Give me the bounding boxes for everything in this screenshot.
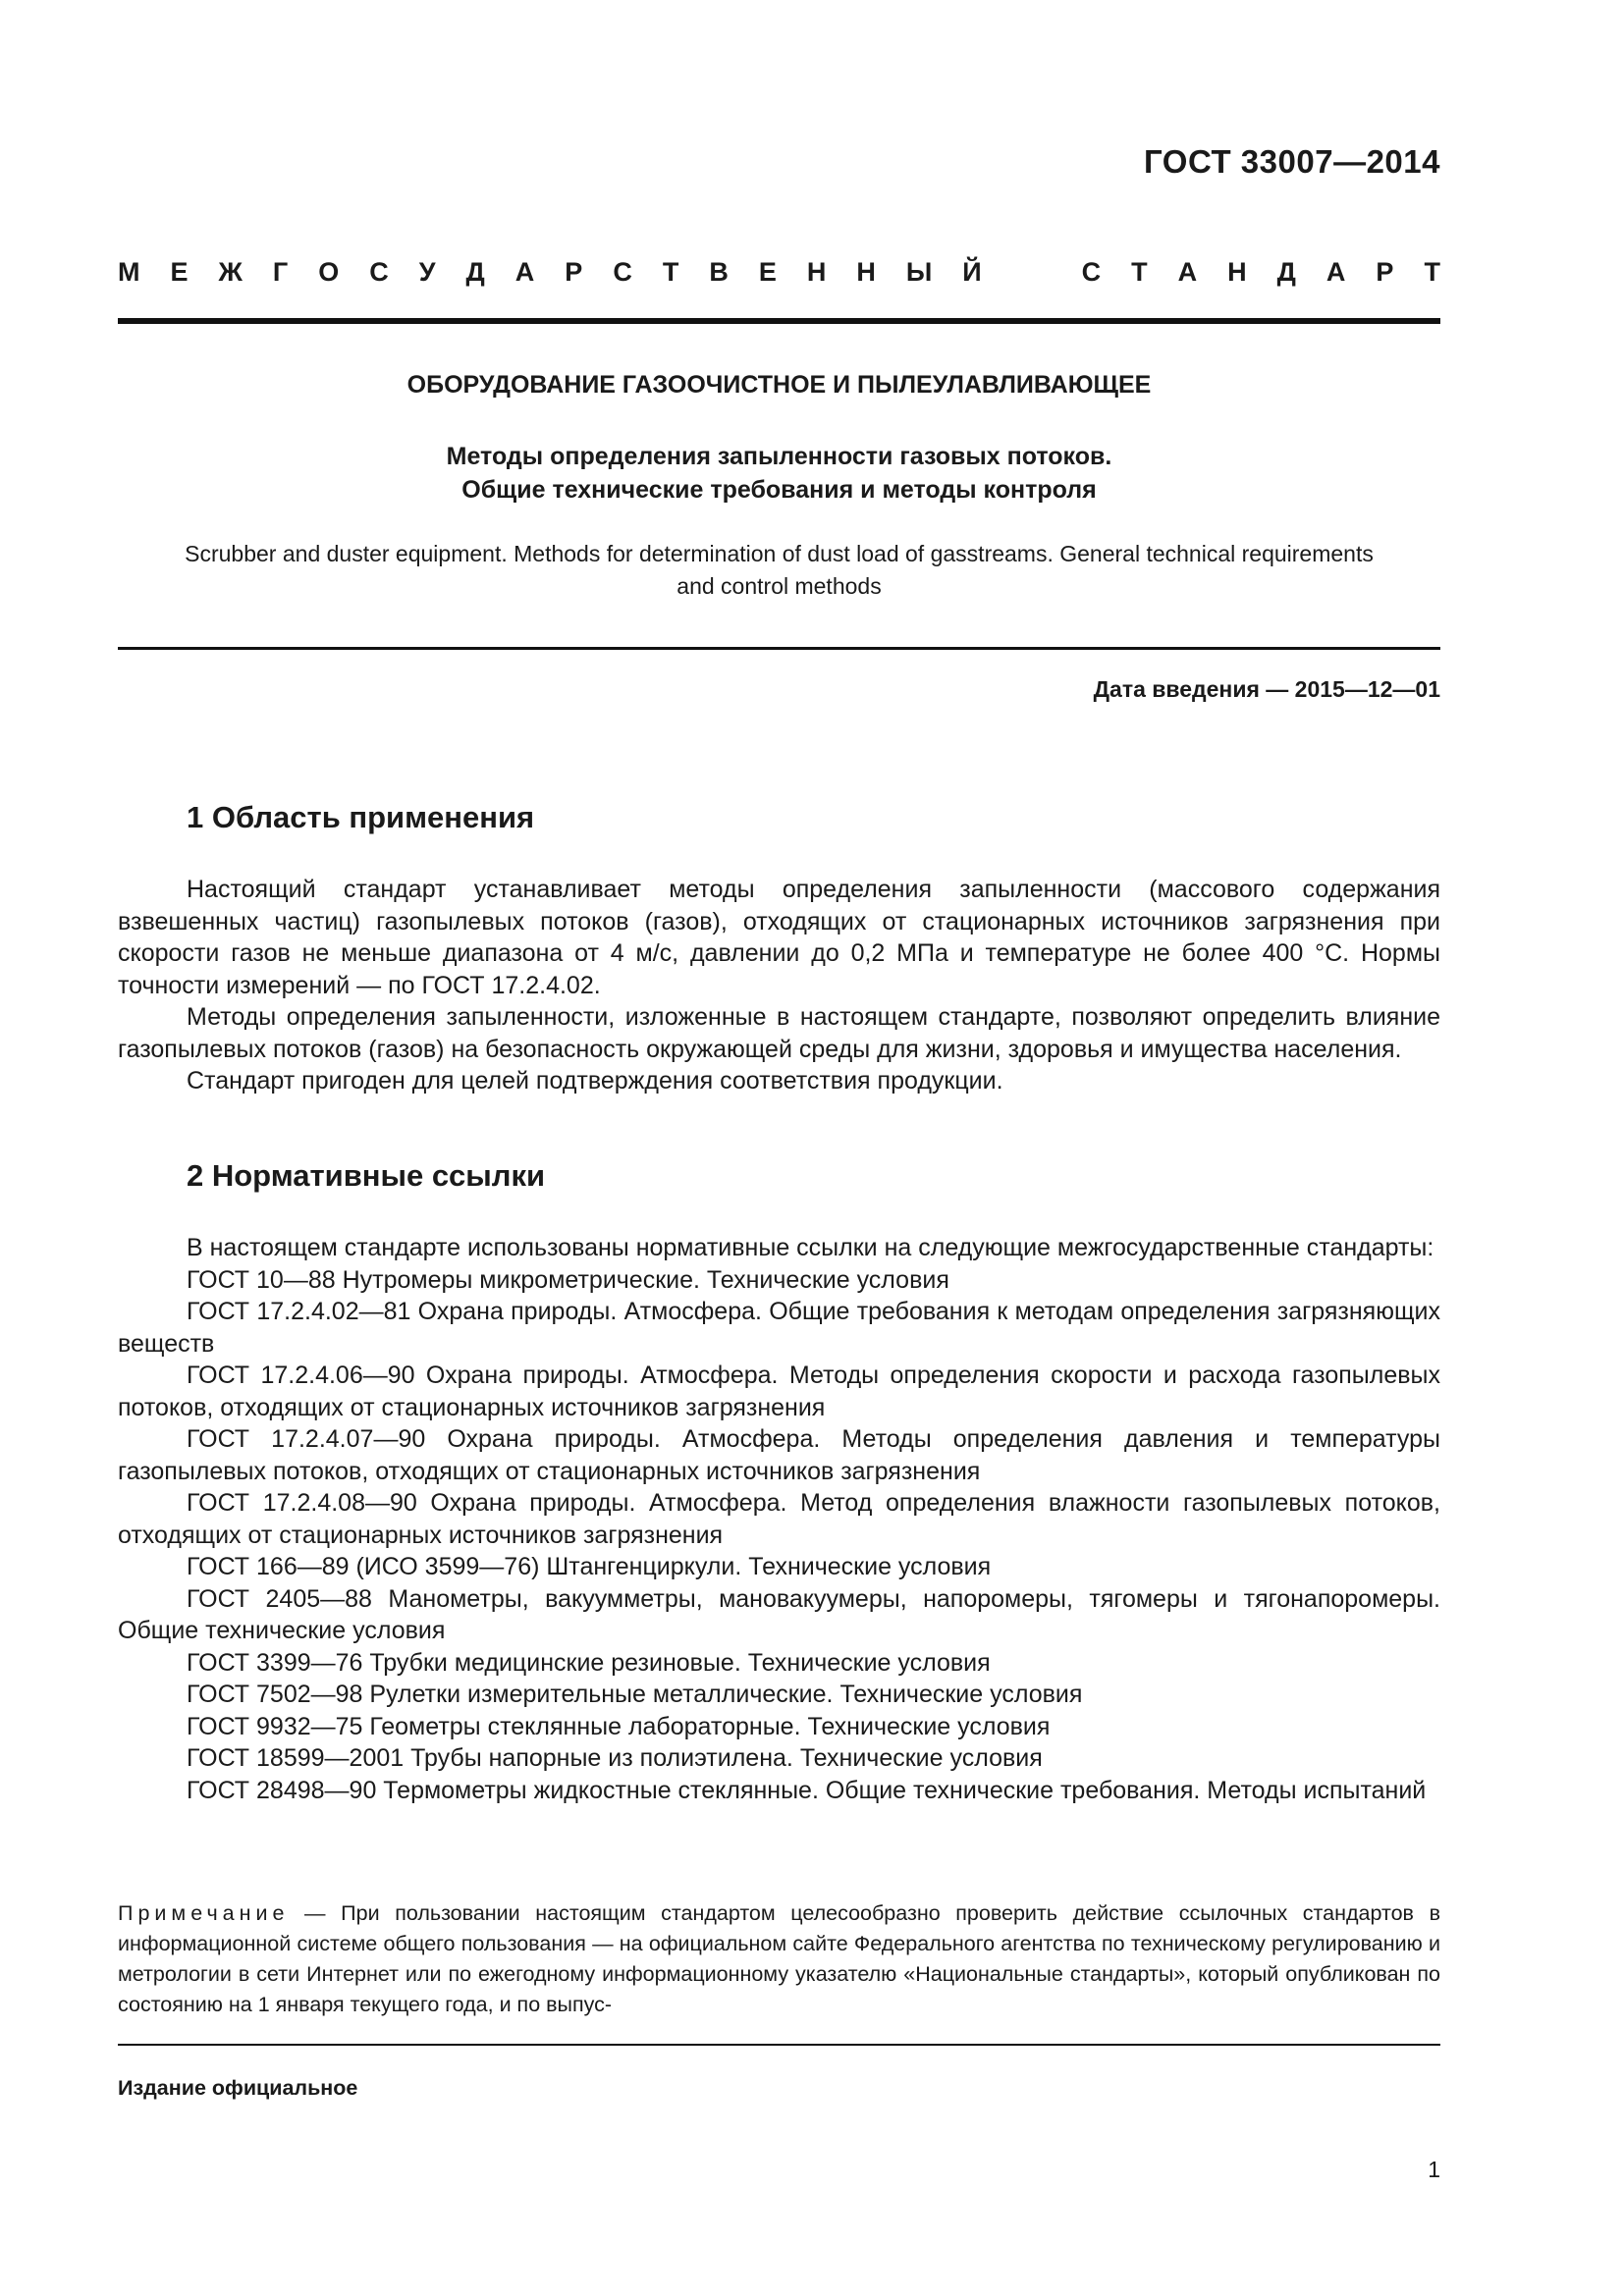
reference-item: ГОСТ 17.2.4.06—90 Охрана природы. Атмосфера. Методы определения скорости и расхода газопылевых потоков, отходящих от стационарных источников загрязнения — [118, 1362, 1440, 1421]
heading-letter: Т — [1424, 257, 1440, 287]
heading-letter: С — [613, 257, 632, 287]
reference-item: ГОСТ 3399—76 Трубки медицинские резиновые. Технические условия — [187, 1648, 991, 1677]
english-title-line-1: Scrubber and duster equipment. Methods for determination of dust load of gasstreams. General technical requirements — [185, 541, 1374, 566]
document-number: ГОСТ 33007—2014 — [1144, 143, 1440, 180]
reference-item: ГОСТ 17.2.4.02—81 Охрана природы. Атмосфера. Общие требования к методам определения загрязняющих веществ — [118, 1298, 1440, 1358]
footer-rule — [118, 2044, 1440, 2046]
paragraph: Методы определения запыленности, изложенные в настоящем стандарте, позволяют определить влияние газопылевых потоков (газов) на безопасность окружающей среды для жизни, здоровья и имущества населения. — [118, 1003, 1440, 1063]
reference-item: ГОСТ 2405—88 Манометры, вакуумметры, мановакуумеры, напоромеры, тягомеры и тягонапоромеры. Общие технические условия — [118, 1584, 1440, 1644]
official-edition: Издание официальное — [118, 2076, 358, 2100]
heading-letter: Е — [758, 257, 777, 287]
heading-letter: Е — [170, 257, 189, 287]
heading-letter: В — [709, 257, 729, 287]
heading-letter: Й — [962, 257, 982, 287]
reference-item: ГОСТ 18599—2001 Трубы напорные из полиэтилена. Технические условия — [187, 1744, 1043, 1772]
heading-letter: М — [118, 257, 140, 287]
heading-letter: Р — [565, 257, 583, 287]
paragraph: Стандарт пригоден для целей подтверждения соответствия продукции. — [187, 1067, 1003, 1095]
note-label: Примечание — [118, 1901, 290, 1925]
note — [118, 1898, 1440, 2020]
section-2-heading: 2 Нормативные ссылки — [187, 1158, 546, 1193]
document-title: ОБОРУДОВАНИЕ ГАЗООЧИСТНОЕ И ПЫЛЕУЛАВЛИВАЮЩЕЕ — [406, 371, 1152, 399]
header-rule — [118, 318, 1440, 324]
heading-letter: С — [369, 257, 389, 287]
heading-letter: Ы — [905, 257, 933, 287]
heading-letter: А — [514, 257, 535, 287]
reference-item: ГОСТ 28498—90 Термометры жидкостные стеклянные. Общие технические требования. Методы испытаний — [187, 1776, 1427, 1804]
standard-type-heading — [118, 257, 1440, 288]
subtitle-line-1: Методы определения запыленности газовых потоков. — [446, 443, 1112, 470]
heading-letter: Н — [856, 257, 876, 287]
subtitle-line-2: Общие технические требования и методы контроля — [461, 476, 1097, 504]
reference-item: ГОСТ 17.2.4.08—90 Охрана природы. Атмосфера. Метод определения влажности газопылевых потоков, отходящих от стационарных источников загрязнения — [118, 1489, 1440, 1549]
section-2-body — [118, 1232, 1440, 1806]
heading-letter: Ж — [218, 257, 243, 287]
introduction-date: Дата введения — 2015—12—01 — [1093, 676, 1440, 702]
heading-letter: У — [418, 257, 436, 287]
reference-item: ГОСТ 9932—75 Геометры стеклянные лабораторные. Технические условия — [187, 1712, 1051, 1740]
heading-letter: Г — [272, 257, 289, 287]
word-gap — [1012, 257, 1052, 288]
page-number: 1 — [1428, 2157, 1440, 2182]
heading-letter: С — [1081, 257, 1102, 287]
reference-item: ГОСТ 166—89 (ИСО 3599—76) Штангенциркули. Технические условия — [187, 1553, 992, 1580]
title-rule — [118, 647, 1440, 650]
heading-letter: А — [1325, 257, 1346, 287]
heading-letter: Т — [1131, 257, 1148, 287]
paragraph: Настоящий стандарт устанавливает методы определения запыленности (массового содержания взвешенных частиц) газопылевых потоков (газов), отходящих от стационарных источников загрязнения при скорости газов не меньше диапазона от 4 м/с, давлении до 0,2 МПа и температуре не более 400 °С. Нормы точности измерений — по ГОСТ 17.2.4.02. — [118, 876, 1440, 999]
english-title-line-2: and control methods — [676, 573, 882, 599]
section-1-body — [118, 874, 1440, 1097]
reference-item: ГОСТ 10—88 Нутромеры микрометрические. Технические условия — [187, 1265, 949, 1294]
heading-letter: Д — [1276, 257, 1296, 287]
paragraph: В настоящем стандарте использованы нормативные ссылки на следующие межгосударственные стандарты: — [187, 1234, 1434, 1261]
reference-item: ГОСТ 7502—98 Рулетки измерительные металлические. Технические условия — [187, 1681, 1083, 1708]
heading-letter: Р — [1376, 257, 1394, 287]
section-1-heading: 1 Область применения — [187, 800, 535, 834]
reference-item: ГОСТ 17.2.4.07—90 Охрана природы. Атмосфера. Методы определения давления и температуры газопылевых потоков, отходящих от стационарных источников загрязнения — [118, 1425, 1440, 1485]
heading-letter: Н — [806, 257, 827, 287]
heading-letter: О — [318, 257, 340, 287]
document-subtitle — [118, 440, 1440, 507]
heading-letter: Т — [662, 257, 679, 287]
heading-letter: Д — [465, 257, 485, 287]
english-title — [118, 538, 1440, 603]
heading-letter: А — [1177, 257, 1198, 287]
heading-letter: Н — [1227, 257, 1247, 287]
note-text: — При пользовании настоящим стандартом целесообразно проверить действие ссылочных стандартов в информационной системе общего пользования — на официальном сайте Федерального агентства по техническому регулированию и метрологии в сети Интернет или по ежегодному информационному указателю «Национальные стандарты», который опубликован по состоянию на 1 января текущего года, и по выпус- — [118, 1901, 1440, 2016]
